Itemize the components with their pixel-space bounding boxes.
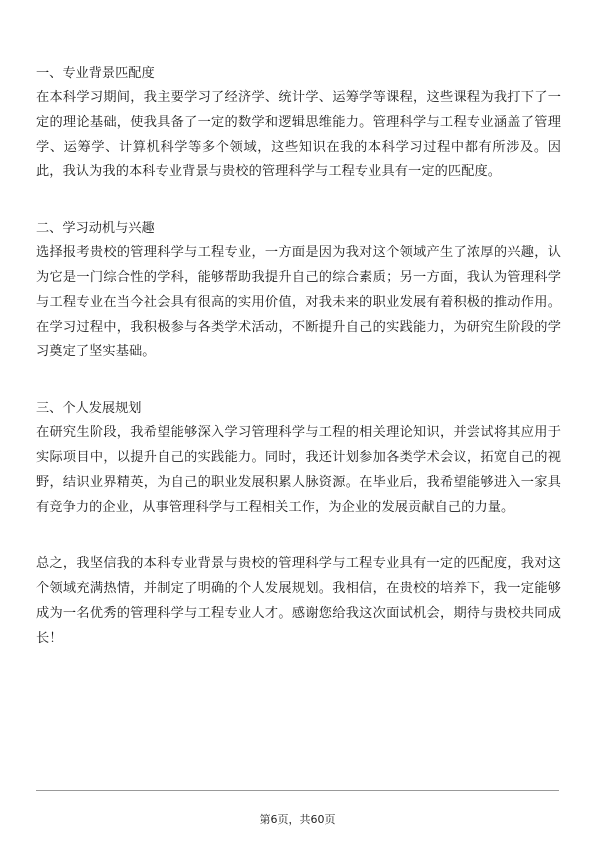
section-heading: 一、专业背景匹配度: [36, 66, 155, 81]
section-heading: 三、个人发展规划: [36, 401, 142, 417]
section-background-match: [36, 62, 561, 185]
page-number: 第6页，共60页: [259, 813, 336, 826]
section-paragraph: 在研究生阶段，我希望能够深入学习管理科学与工程的相关理论知识，并尝试将其应用于实际项目中，以提升自己的实践能力。同时，我还计划参加各类学术会议，拓宽自己的视野，结识业界精英，为自己的职业发展积累人脉资源。在毕业后，我希望能够进入一家具有竞争力的企业，从事管理科学与工程相关工作，为企业的发展贡献自己的力量。: [36, 425, 561, 515]
section-heading: 二、学习动机与兴趣: [36, 221, 155, 237]
section-paragraph: 选择报考贵校的管理科学与工程专业，一方面是因为我对这个领域产生了浓厚的兴趣，认为它是一门综合性的学科，能够帮助我提升自己的综合素质；另一方面，我认为管理科学与工程专业在当今社会具有很高的实用价值，对我未来的职业发展有着积极的推动作用。在学习过程中，我积极参与各类学术活动，不断提升自己的实践能力，为研究生阶段的学习奠定了坚实基础。: [36, 245, 561, 360]
conclusion-paragraph: 总之，我坚信我的本科专业背景与贵校的管理科学与工程专业具有一定的匹配度，我对这个领域充满热情，并制定了明确的个人发展规划。我相信，在贵校的培养下，我一定能够成为一名优秀的管理科学与工程专业人才。感谢您给我这次面试机会，期待与贵校共同成长！: [36, 556, 561, 646]
footer-divider: [36, 790, 559, 791]
document-body: [36, 62, 561, 684]
section-paragraph: 在本科学习期间，我主要学习了经济学、统计学、运筹学等课程，这些课程为我打下了一定的理论基础，使我具备了一定的数学和逻辑思维能力。管理科学与工程专业涵盖了管理学、运筹学、计算机科学等多个领域，这些知识在我的本科学习过程中都有所涉及。因此，我认为我的本科专业背景与贵校的管理科学与工程专业具有一定的匹配度。: [36, 90, 561, 180]
section-development-plan: [36, 397, 561, 520]
section-conclusion: [36, 552, 561, 651]
section-motivation-interest: [36, 217, 561, 365]
